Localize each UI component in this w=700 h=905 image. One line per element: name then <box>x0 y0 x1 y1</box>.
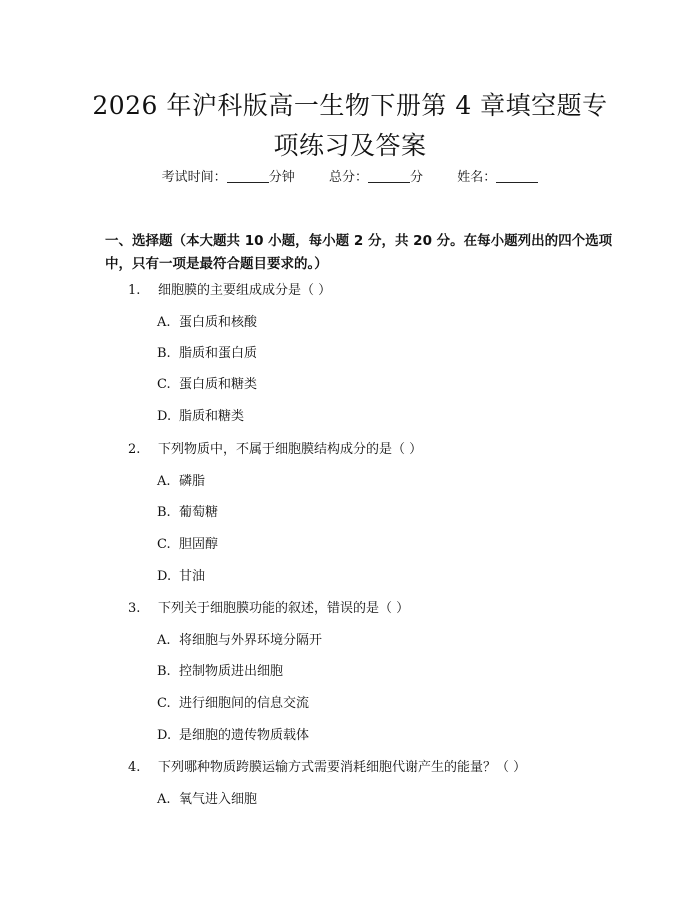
question-3 <box>128 599 648 619</box>
question-3-option-a <box>157 631 637 651</box>
question-3-option-b <box>157 662 637 682</box>
option-letter: A. <box>157 633 171 648</box>
question-stem: 下列关于细胞膜功能的叙述，错误的是（ ） <box>158 601 410 616</box>
option-letter: D. <box>157 728 172 743</box>
total-score-unit: 分 <box>410 170 424 185</box>
option-text: 甘油 <box>179 569 206 584</box>
exam-time-field <box>162 168 295 188</box>
question-stem: 细胞膜的主要组成成分是（ ） <box>158 283 332 298</box>
question-4 <box>128 758 648 778</box>
option-text: 蛋白质和糖类 <box>179 377 258 392</box>
question-3-option-c <box>157 694 637 714</box>
question-number: 1. <box>128 283 141 298</box>
title-line-1: 2026 年沪科版高一生物下册第 4 章填空题专 <box>92 91 608 120</box>
option-text: 进行细胞间的信息交流 <box>179 696 310 711</box>
question-2-option-c <box>157 535 637 555</box>
question-1-option-d <box>157 407 637 427</box>
question-2 <box>128 440 648 460</box>
option-letter: A. <box>157 474 171 489</box>
title-line-2: 项练习及答案 <box>273 131 427 160</box>
question-2-option-a <box>157 472 637 492</box>
question-1 <box>128 281 648 301</box>
exam-info-line <box>0 168 700 188</box>
question-4-option-a <box>157 790 637 810</box>
student-name-label: 姓名： <box>457 170 497 185</box>
document-title <box>70 86 630 166</box>
question-stem: 下列哪种物质跨膜运输方式需要消耗细胞代谢产生的能量？（ ） <box>158 760 527 775</box>
exam-time-blank <box>227 168 269 183</box>
option-letter: D. <box>157 409 172 424</box>
total-score-label: 总分： <box>328 170 368 185</box>
section-heading: 一、选择题（本大题共 10 小题，每小题 2 分，共 20 分。在每小题列出的四个选项中，只有一项是最符合题目要求的。） <box>105 233 613 272</box>
student-name-blank <box>496 168 538 183</box>
question-number: 4. <box>128 760 141 775</box>
total-score-field <box>329 168 423 188</box>
exam-time-label: 考试时间： <box>161 170 227 185</box>
option-text: 氧气进入细胞 <box>179 792 258 807</box>
option-letter: A. <box>157 315 171 330</box>
question-1-option-b <box>157 344 637 364</box>
option-text: 脂质和糖类 <box>179 409 245 424</box>
option-letter: C. <box>157 377 171 392</box>
option-letter: D. <box>157 569 172 584</box>
option-text: 胆固醇 <box>179 537 219 552</box>
question-number: 2. <box>128 442 141 457</box>
option-letter: C. <box>157 537 171 552</box>
exam-time-unit: 分钟 <box>268 170 295 185</box>
option-text: 将细胞与外界环境分隔开 <box>179 633 323 648</box>
option-letter: C. <box>157 696 171 711</box>
student-name-field <box>457 168 538 188</box>
question-number: 3. <box>128 601 141 616</box>
question-3-option-d <box>157 726 637 746</box>
total-score-blank <box>368 168 410 183</box>
option-text: 是细胞的遗传物质载体 <box>179 728 310 743</box>
option-text: 蛋白质和核酸 <box>179 315 258 330</box>
option-text: 控制物质进出细胞 <box>179 664 284 679</box>
option-letter: A. <box>157 792 171 807</box>
option-text: 脂质和蛋白质 <box>179 346 258 361</box>
question-1-option-c <box>157 375 637 395</box>
option-text: 葡萄糖 <box>179 505 219 520</box>
question-2-option-d <box>157 567 637 587</box>
question-2-option-b <box>157 503 637 523</box>
question-stem: 下列物质中，不属于细胞膜结构成分的是（ ） <box>158 442 423 457</box>
question-1-option-a <box>157 313 637 333</box>
option-letter: B. <box>157 664 171 679</box>
option-letter: B. <box>157 505 171 520</box>
option-text: 磷脂 <box>179 474 206 489</box>
option-letter: B. <box>157 346 171 361</box>
